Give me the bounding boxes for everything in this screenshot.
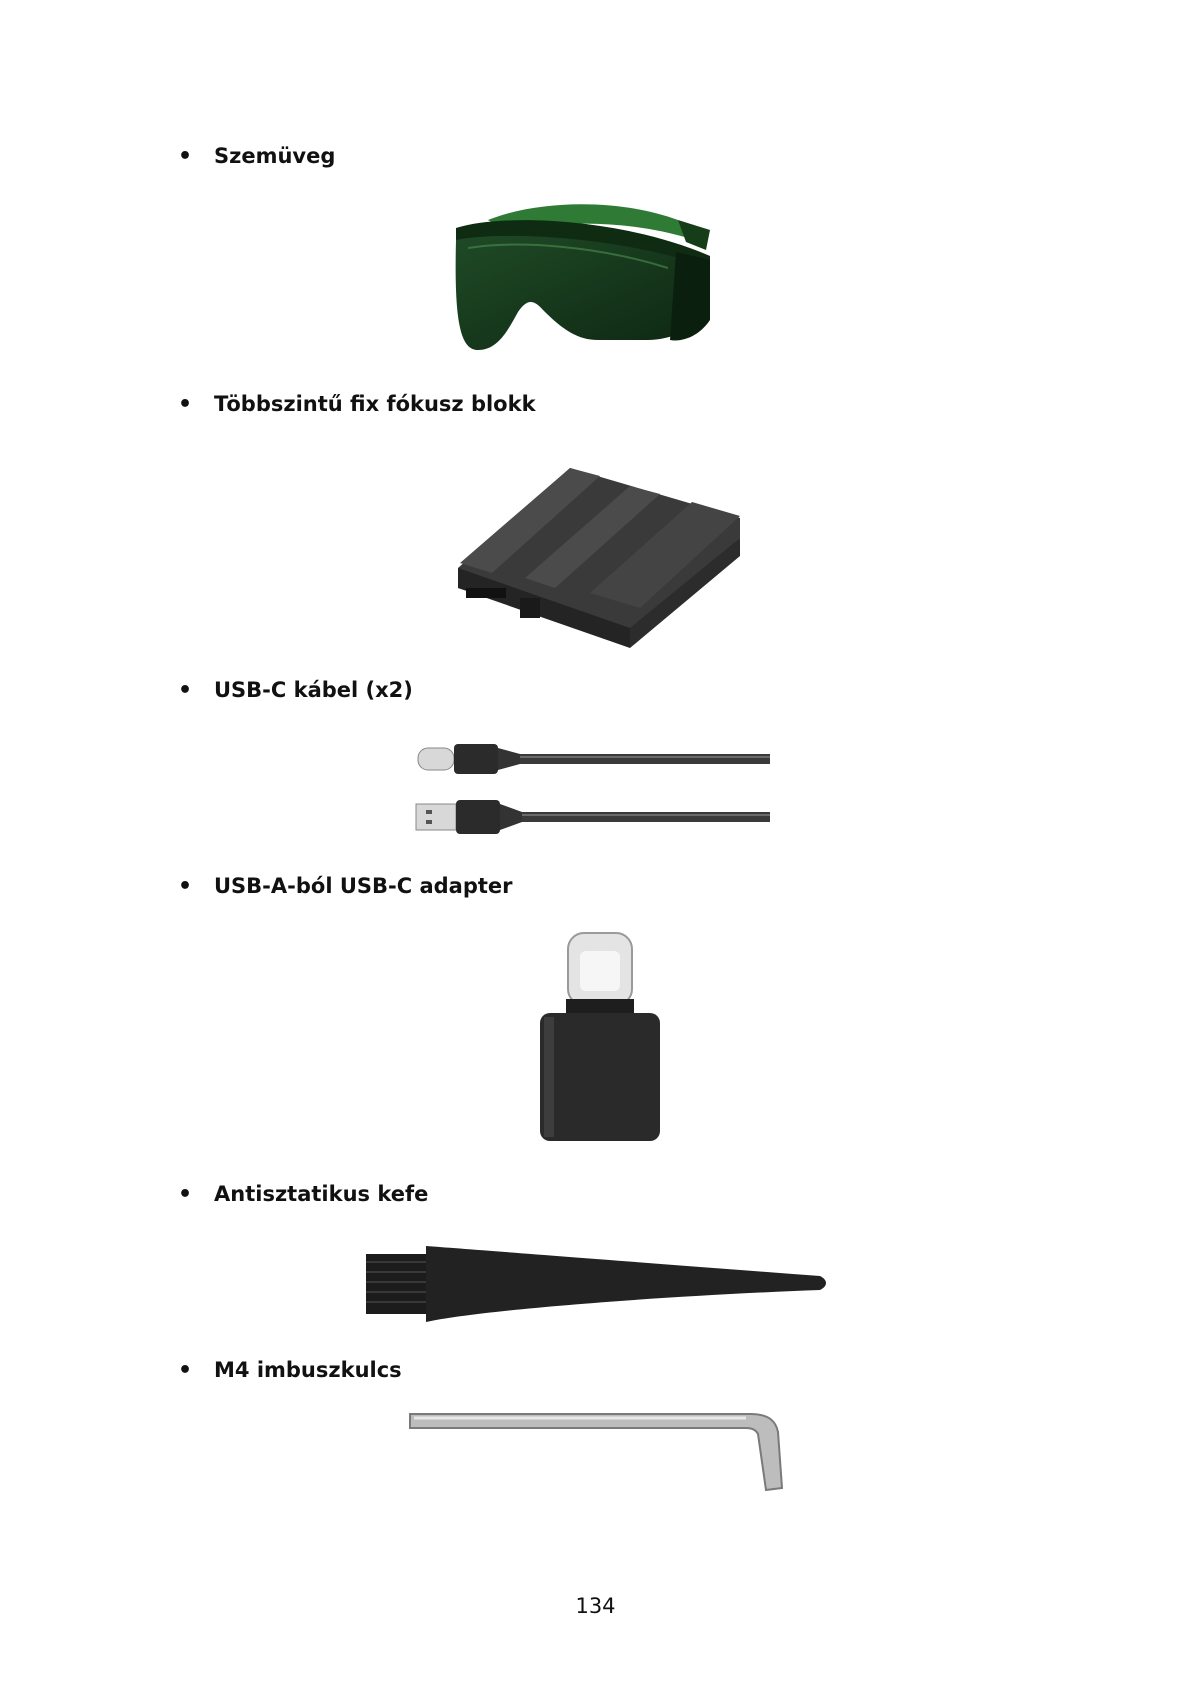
usb-c-cable-image bbox=[410, 730, 780, 850]
bullet: • bbox=[178, 678, 193, 703]
bullet: • bbox=[178, 874, 193, 899]
item-label: Antisztatikus kefe bbox=[214, 1182, 429, 1206]
hex-key-image bbox=[400, 1400, 790, 1500]
bullet: • bbox=[178, 392, 193, 417]
item-label: M4 imbuszkulcs bbox=[214, 1358, 402, 1382]
bullet: • bbox=[178, 1182, 193, 1207]
usb-adapter-image bbox=[530, 925, 670, 1150]
item-label: Többszintű fix fókusz blokk bbox=[214, 392, 536, 416]
page-number: 134 bbox=[575, 1594, 616, 1618]
bullet: • bbox=[178, 1358, 193, 1383]
antistatic-brush-image bbox=[360, 1240, 840, 1330]
item-label: USB-A-ból USB-C adapter bbox=[214, 874, 513, 898]
safety-glasses-image bbox=[448, 190, 748, 370]
item-label: USB-C kábel (x2) bbox=[214, 678, 413, 702]
bullet: • bbox=[178, 144, 193, 169]
focus-block-image bbox=[430, 438, 770, 658]
item-label: Szemüveg bbox=[214, 144, 336, 168]
